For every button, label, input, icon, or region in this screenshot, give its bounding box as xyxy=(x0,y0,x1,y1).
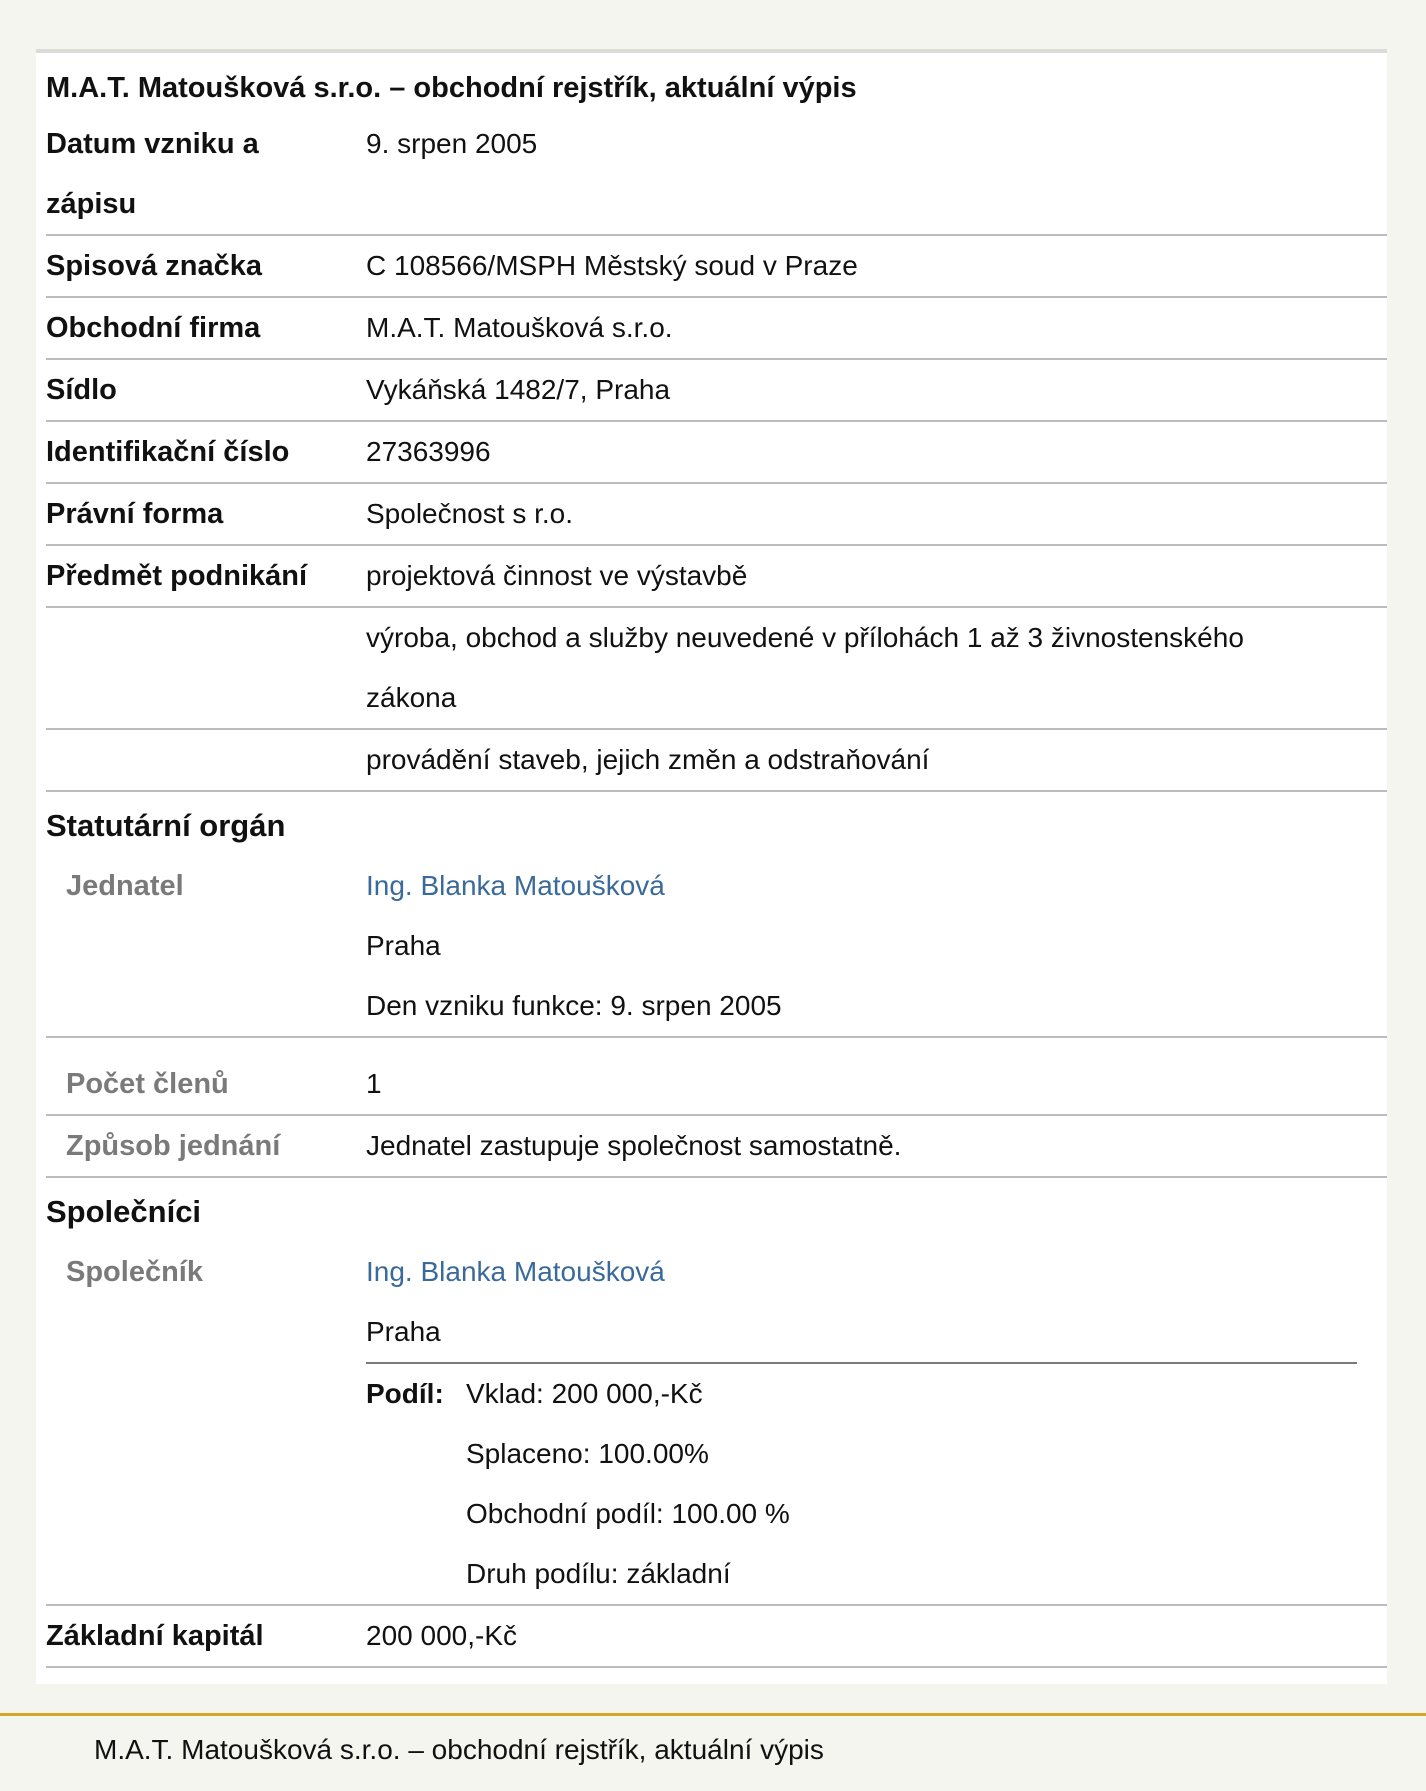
row-value: M.A.T. Matoušková s.r.o. xyxy=(366,312,673,343)
jednatel-city: Praha xyxy=(366,930,441,961)
row-identifikacni-cislo xyxy=(46,422,1387,484)
footer xyxy=(0,1713,1426,1791)
row-zpusob-jednani xyxy=(46,1116,1387,1178)
row-value: 200 000,-Kč xyxy=(366,1620,517,1651)
share-label: Podíl: xyxy=(366,1378,444,1409)
section-statutarni-organ xyxy=(46,792,1387,1038)
row-sidlo xyxy=(46,360,1387,422)
row-predmet-podnikani-2 xyxy=(46,608,1387,730)
share-splaceno: Splaceno: 100.00% xyxy=(466,1438,709,1469)
row-label: Identifikační číslo xyxy=(46,436,290,468)
registry-extract-card xyxy=(36,49,1387,1684)
row-value xyxy=(366,608,1387,728)
spolecnik-city: Praha xyxy=(366,1316,441,1347)
row-obchodni-firma xyxy=(46,298,1387,360)
row-label: Právní forma xyxy=(46,498,224,530)
row-datum-vzniku xyxy=(46,114,1387,236)
section-spolecnici xyxy=(46,1178,1387,1606)
row-label: Společník xyxy=(66,1256,203,1288)
row-predmet-podnikani xyxy=(46,546,1387,608)
row-label: Sídlo xyxy=(46,374,117,406)
row-pravni-forma xyxy=(46,484,1387,546)
row-spisova-znacka xyxy=(46,236,1387,298)
jednatel-name-link[interactable]: Ing. Blanka Matoušková xyxy=(366,870,665,901)
value-line: výroba, obchod a služby neuvedené v přílohách 1 až 3 živnostenského xyxy=(366,622,1244,653)
row-value: Vykáňská 1482/7, Praha xyxy=(366,374,671,405)
row-value: projektová činnost ve výstavbě xyxy=(366,560,748,591)
row-value: 9. srpen 2005 xyxy=(366,128,538,159)
row-value: Jednatel zastupuje společnost samostatně. xyxy=(366,1130,902,1161)
share-vklad: Vklad: 200 000,-Kč xyxy=(466,1378,703,1409)
row-value xyxy=(366,1242,1387,1604)
row-value: C 108566/MSPH Městský soud v Praze xyxy=(366,250,858,281)
share-obchodni-podil: Obchodní podíl: 100.00 % xyxy=(466,1498,790,1529)
section-heading: Společníci xyxy=(46,1194,202,1229)
share-druh: Druh podílu: základní xyxy=(466,1558,731,1589)
row-label: Předmět podnikání xyxy=(46,560,308,592)
label-line: Datum vzniku a xyxy=(46,128,259,160)
share-block xyxy=(366,1364,1387,1604)
row-pocet-clenu xyxy=(46,1038,1387,1116)
row-value: Společnost s r.o. xyxy=(366,498,574,529)
row-label: Základní kapitál xyxy=(46,1620,264,1652)
row-label: Počet členů xyxy=(66,1068,229,1100)
row-label: Obchodní firma xyxy=(46,312,261,344)
row-label-empty xyxy=(46,608,366,728)
row-label: Jednatel xyxy=(66,870,184,902)
jednatel-since: Den vzniku funkce: 9. srpen 2005 xyxy=(366,990,782,1021)
row-value: 27363996 xyxy=(366,436,491,467)
row-label: Spisová značka xyxy=(46,250,262,282)
share-values xyxy=(466,1364,1387,1604)
value-line: zákona xyxy=(366,682,457,713)
row-predmet-podnikani-3 xyxy=(46,730,1387,792)
row-label: Způsob jednání xyxy=(66,1130,281,1162)
row-zakladni-kapital xyxy=(46,1606,1387,1668)
row-label xyxy=(46,114,366,234)
row-label-empty xyxy=(46,730,366,790)
label-line: zápisu xyxy=(46,188,137,220)
page-title: M.A.T. Matoušková s.r.o. – obchodní rejstřík, aktuální výpis xyxy=(46,72,857,104)
row-value: 1 xyxy=(366,1068,382,1099)
spolecnik-name-link[interactable]: Ing. Blanka Matoušková xyxy=(366,1256,665,1287)
row-value: provádění staveb, jejich změn a odstraňování xyxy=(366,744,930,775)
footer-title: M.A.T. Matoušková s.r.o. – obchodní rejstřík, aktuální výpis xyxy=(94,1734,824,1765)
section-heading: Statutární orgán xyxy=(46,808,286,843)
registry-table xyxy=(46,114,1387,1668)
row-value xyxy=(366,856,1387,1036)
